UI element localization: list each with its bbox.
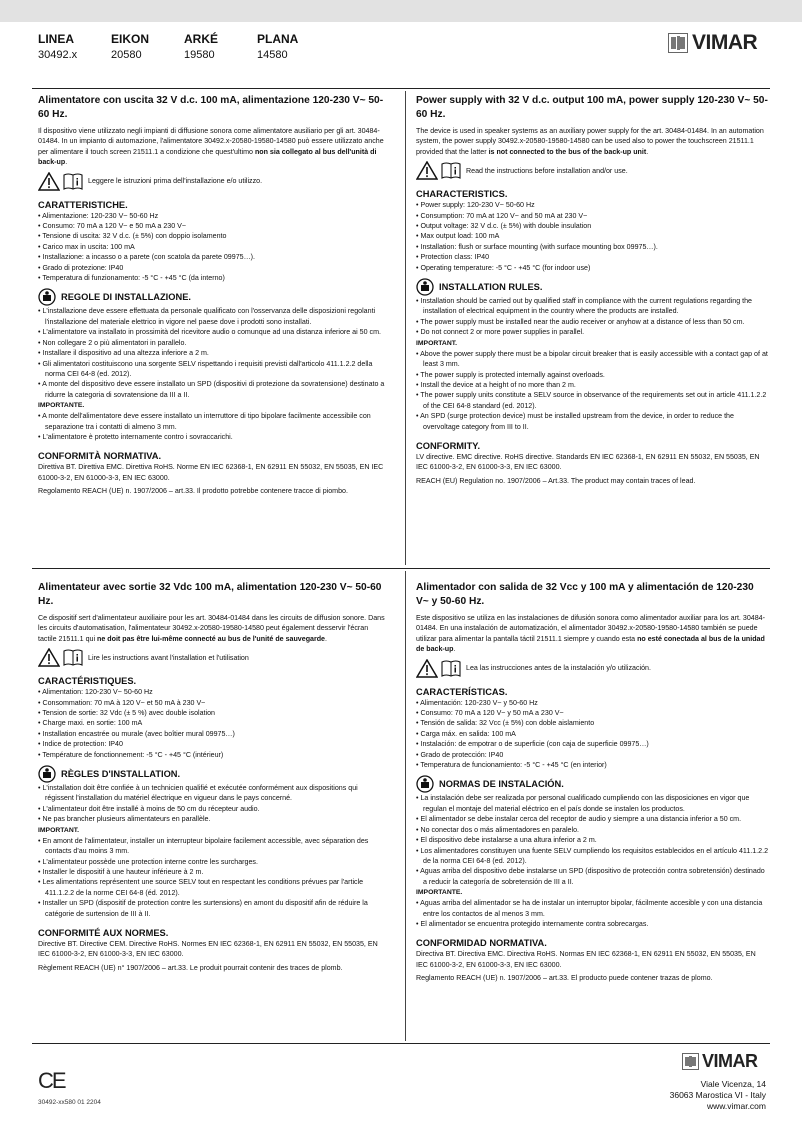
characteristics-heading: CHARACTERISTICS. — [416, 189, 508, 200]
list-item: • An SPD (surge protection device) must be installed upstream from the device, in order to reduce the overvoltage category from III to II. — [416, 411, 768, 432]
installer-icon — [38, 765, 56, 783]
instruction-book-icon — [441, 162, 461, 179]
instruction-book-icon — [63, 649, 83, 666]
list-item: • Consumo: 70 mA a 120 V~ y 50 mA a 230 V~ — [416, 708, 768, 718]
intro-body: Este dispositivo se utiliza en las instalaciones de difusión sonora como alimentador auxiliar para los art. 30484-01484. En una instalación de automatización, el alimentador 30492.x-20580-19580-14580 también se puede utilizar para alimentar la pantalla táctil 21511.1 siempre y cuando esta — [416, 614, 765, 643]
divider — [32, 568, 770, 569]
vimar-logo-text: VIMAR — [702, 1051, 758, 1071]
warning-triangle-icon — [416, 161, 438, 180]
rules-list — [416, 793, 768, 887]
model-line-label: ARKÉ — [184, 32, 219, 46]
list-item: • Tension de sortie: 32 Vdc (± 5 %) avec double isolation — [38, 708, 388, 718]
list-item: • Do not connect 2 or more power supplies in parallel. — [416, 327, 768, 337]
intro-bold: ne doit pas être lui-même connecté au bus de l'unité de sauvegarde — [97, 634, 326, 643]
list-item: • The power supply is protected internally against overloads. — [416, 370, 768, 380]
reach-text: Règlement REACH (UE) n° 1907/2006 – art.33. Le produit pourrait contenir des traces de plomb. — [38, 963, 343, 972]
model-code: 14580 — [257, 49, 288, 61]
warning-row — [416, 161, 768, 180]
rules-heading — [38, 288, 388, 306]
list-item: • El dispositivo debe instalarse a una altura inferior a 2 m. — [416, 835, 768, 845]
list-item: • El alimentador se debe instalar cerca del receptor de audio y siempre a una distancia inferior a 50 cm. — [416, 814, 768, 824]
section-french — [38, 581, 388, 1041]
rules-heading — [416, 775, 768, 793]
intro-body: Ce dispositif sert d'alimentateur auxiliaire pour les art. 30484-01484 dans les circuits de diffusion sonore. Dans les circuits d'automatisation, l'alimentateur 30492.x-20580-19580-14580 peut également desservir l'écran tactile 21511.1 qui — [38, 614, 385, 643]
vimar-logo-text: VIMAR — [692, 31, 758, 54]
list-item: • Aguas arriba del dispositivo debe instalarse un SPD (dispositivo de protección contra sobretensión) destinado a reducir la categoría de sobretensión de III a II. — [416, 866, 768, 887]
list-item: • L'alimentateur possède une protection interne contre les surcharges. — [38, 857, 388, 867]
intro-text — [416, 613, 768, 655]
section-title: Alimentateur avec sortie 32 Vdc 100 mA, alimentation 120-230 V~ 50-60 Hz. — [38, 582, 382, 607]
important-heading: IMPORTANTE. — [38, 402, 85, 410]
list-item: • Ne pas brancher plusieurs alimentateurs en parallèle. — [38, 814, 388, 824]
list-item: • Installation should be carried out by qualified staff in compliance with the current regulations regarding the installation of electrical equipment in the country where the products are installed. — [416, 296, 768, 317]
warning-row — [38, 648, 388, 667]
intro-text — [38, 126, 388, 168]
list-item: • Aguas arriba del alimentador se ha de instalar un interruptor bipolar, fácilmente accesible y con una distancia entre los contactos de al menos 3 mm. — [416, 898, 768, 919]
list-item: • The power supply units constitute a SELV source in observance of the requirements set out in article 411.1.2.2 of the CEI 64-8 standard (ed. 2012). — [416, 390, 768, 411]
list-item: • Charge maxi. en sortie: 100 mA — [38, 718, 388, 728]
list-item: • Install the device at a height of no more than 2 m. — [416, 380, 768, 390]
list-item: • Alimentación: 120-230 V~ y 50-60 Hz — [416, 698, 768, 708]
reach-text: Reglamento REACH (UE) n. 1907/2006 – art.33. El producto puede contener trazas de plomo. — [416, 974, 713, 983]
document-number: 30492-xx580 01 2204 — [38, 1099, 101, 1106]
vimar-logo — [668, 31, 757, 55]
list-item: • Instalación: de empotrar o de superficie (con caja de superficie 09975…) — [416, 739, 768, 749]
characteristics-heading: CARACTERÍSTICAS. — [416, 686, 508, 697]
rules-list — [38, 783, 388, 825]
important-list — [416, 898, 768, 929]
model-eikon — [111, 32, 184, 61]
list-item: • Consumption: 70 mA at 120 V~ and 50 mA at 230 V~ — [416, 211, 768, 221]
company-address — [670, 1079, 766, 1112]
section-english — [416, 94, 768, 564]
intro-bold: is not connected to the bus of the back-up unit — [488, 147, 647, 156]
characteristics-list — [416, 698, 768, 771]
list-item: • Installation: flush or surface mounting (with surface mounting box 09975…). — [416, 242, 768, 252]
intro-end: . — [646, 147, 649, 156]
conformity-text: Directive BT. Directive CEM. Directive RoHS. Normes EN IEC 62368-1, EN 62911 EN 55032, EN 55035, EN IEC 61000-3-2, EN 61000-3-3, EN IEC 63000. — [38, 939, 378, 959]
list-item: • Grado de protección: IP40 — [416, 750, 768, 760]
intro-text — [416, 126, 768, 157]
important-heading: IMPORTANT. — [38, 826, 80, 834]
intro-end: . — [325, 634, 327, 643]
list-item: • Los alimentadores constituyen una fuente SELV cumpliendo los requisitos establecidos en el artículo 411.1.2.2 de la norma CEI 64-8 (ed. 2012). — [416, 846, 768, 867]
conformity-heading: CONFORMIDAD NORMATIVA. — [416, 938, 547, 949]
address-line: 36063 Marostica VI - Italy — [669, 1090, 766, 1100]
list-item: • El alimentador se encuentra protegido internamente contra sobrecargas. — [416, 919, 768, 929]
list-item: • Grado di protezione: IP40 — [38, 263, 388, 273]
rules-list — [416, 296, 768, 338]
warning-text: Lea las instrucciones antes de la instalación y/o utilización. — [466, 664, 651, 673]
important-list — [416, 349, 768, 432]
conformity-text: Direttiva BT. Direttiva EMC. Direttiva RoHS. Norme EN IEC 62368-1, EN 62911 EN 55032, EN 55035, EN IEC 61000-3-2, EN 61000-3-3, EN IEC 63000. — [38, 463, 384, 482]
list-item: • L'alimentatore è protetto internamente contro i sovraccarichi. — [38, 432, 388, 442]
list-item: • Output voltage: 32 V d.c. (± 5%) with double insulation — [416, 221, 768, 231]
intro-bold: no esté conectada al bus de la unidad de back-up — [416, 634, 765, 654]
divider — [32, 88, 770, 89]
warning-triangle-icon — [38, 172, 60, 191]
important-list — [38, 836, 388, 919]
vimar-logo-icon — [682, 1053, 699, 1070]
model-plana — [257, 32, 330, 61]
ce-mark: CE — [38, 1068, 65, 1093]
list-item: • La instalación debe ser realizada por personal cualificado cumpliendo con las disposiciones en vigor que regulan el montaje del material eléctrico en el país donde se instalen los productos. — [416, 793, 768, 814]
warning-row — [416, 659, 768, 678]
warning-row — [38, 172, 388, 191]
warning-text: Read the instructions before installation and/or use. — [466, 166, 628, 175]
list-item: • Installer un SPD (dispositif de protection contre les surtensions) en amont du dispositif afin de réduire la catégorie de surtension de III à II. — [38, 898, 388, 919]
list-item: • Max output load: 100 mA — [416, 231, 768, 241]
warning-triangle-icon — [416, 659, 438, 678]
important-heading: IMPORTANT. — [416, 339, 458, 347]
list-item: • The power supply must be installed near the audio receiver or anyhow at a distance of less than 50 cm. — [416, 317, 768, 327]
address-line: Viale Vicenza, 14 — [700, 1079, 766, 1089]
important-list — [38, 411, 388, 442]
warning-text: Leggere le istruzioni prima dell'installazione e/o utilizzo. — [88, 177, 263, 186]
list-item: • L'alimentatore va installato in prossimità del ricevitore audio o comunque ad una distanza inferiore ai 50 cm. — [38, 327, 388, 337]
list-item: • Operating temperature: -5 °C - +45 °C (for indoor use) — [416, 263, 768, 273]
list-item: • Above the power supply there must be a bipolar circuit breaker that is easily accessible with a contact gap of at least 3 mm. — [416, 349, 768, 370]
rules-heading — [38, 765, 388, 783]
model-codes — [38, 32, 330, 61]
list-item: • Gli alimentatori costituiscono una sorgente SELV rispettando i requisiti previsti dall'articolo 411.1.2.2 della norma CEI 64-8 (ed. 2012). — [38, 359, 388, 380]
footer-vimar-logo — [682, 1051, 758, 1072]
section-title: Alimentatore con uscita 32 V d.c. 100 mA, alimentazione 120-230 V~ 50-60 Hz. — [38, 95, 384, 120]
rules-list — [38, 306, 388, 400]
list-item: • L'alimentateur doit être installé à moins de 50 cm du récepteur audio. — [38, 804, 388, 814]
intro-end: . — [65, 158, 68, 167]
model-arke — [184, 32, 257, 61]
rules-heading — [416, 278, 768, 296]
characteristics-list — [416, 200, 768, 273]
top-bar — [0, 0, 802, 22]
rules-title: RÈGLES D'INSTALLATION. — [61, 769, 181, 780]
rules-title: NORMAS DE INSTALACIÓN. — [439, 779, 564, 790]
section-spanish — [416, 581, 768, 1041]
model-line-label: PLANA — [257, 32, 299, 46]
model-code: 30492.x — [38, 49, 78, 61]
column-divider — [405, 91, 406, 565]
list-item: • L'installazione deve essere effettuata da personale qualificato con l'osservanza delle disposizioni regolanti l'installazione del materiale elettrico in vigore nel paese dove i prodotti sono installati. — [38, 306, 388, 327]
intro-body: Il dispositivo viene utilizzato negli impianti di diffusione sonora come alimentatore ausiliario per gli art. 30484-01484. In un impianto di automazione, l'alimentatore 30492.x-20580-19580-14580 può essere utilizzato anche per alimentare il touch screen 21511.1 a condizione che quest'ultimo — [38, 127, 384, 156]
important-heading: IMPORTANTE. — [416, 889, 463, 897]
column-divider — [405, 571, 406, 1041]
list-item: • Temperatura de funcionamiento: -5 °C - +45 °C (en interior) — [416, 760, 768, 770]
model-line-label: EIKON — [111, 32, 150, 46]
model-code: 20580 — [111, 49, 142, 61]
model-code: 19580 — [184, 49, 215, 61]
conformity-heading: CONFORMITÀ NORMATIVA. — [38, 451, 162, 462]
conformity-heading: CONFORMITÉ AUX NORMES. — [38, 927, 169, 938]
reach-text: REACH (EU) Regulation no. 1907/2006 – Art.33. The product may contain traces of lead. — [416, 476, 696, 485]
reach-text: Regolamento REACH (UE) n. 1907/2006 – art.33. Il prodotto potrebbe contenere tracce di piombo. — [38, 487, 348, 496]
section-title: Alimentador con salida de 32 Vcc y 100 mA y alimentación de 120-230 V~ y 50-60 Hz. — [416, 582, 754, 607]
vimar-logo-icon — [668, 33, 688, 53]
warning-text: Lire les instructions avant l'installation et l'utilisation — [88, 653, 249, 662]
conformity-heading: CONFORMITY. — [416, 440, 481, 451]
list-item: • A monte dell'alimentatore deve essere installato un interruttore di tipo bipolare facilmente accessibile con separazione tra i contatti di almeno 3 mm. — [38, 411, 388, 432]
intro-end: . — [453, 645, 456, 654]
model-line-label: LINEA — [38, 32, 74, 46]
conformity-text: LV directive. EMC directive. RoHS directive. Standards EN IEC 62368-1, EN 62911 EN 55032, EN 55035, EN IEC 61000-3-2, EN 61000-3-3, EN IEC 63000. — [416, 452, 760, 472]
list-item: • Tensione di uscita: 32 V d.c. (± 5%) con doppio isolamento — [38, 231, 388, 241]
list-item: • Indice de protection: IP40 — [38, 739, 388, 749]
section-title: Power supply with 32 V d.c. output 100 mA, power supply 120-230 V~ 50-60 Hz. — [416, 95, 768, 120]
list-item: • Carico max in uscita: 100 mA — [38, 242, 388, 252]
instruction-book-icon — [63, 173, 83, 190]
list-item: • Installare il dispositivo ad una altezza inferiore a 2 m. — [38, 348, 388, 358]
list-item: • Installazione: a incasso o a parete (con scatola da parete 09975…). — [38, 252, 388, 262]
website-link[interactable]: www.vimar.com — [706, 1101, 766, 1111]
rules-title: INSTALLATION RULES. — [439, 282, 543, 293]
list-item: • Consumo: 70 mA a 120 V~ e 50 mA a 230 V~ — [38, 221, 388, 231]
list-item: • A monte del dispositivo deve essere installato un SPD (dispositivi di protezione da sovratensione) destinato a ridurre la categoria di sovratensione da III a II. — [38, 379, 388, 400]
rules-title: REGOLE DI INSTALLAZIONE. — [61, 292, 191, 303]
list-item: • L'installation doit être confiée à un technicien qualifié et exécutée conformément aux dispositions qui régissent l'installation du matériel électrique en vigueur dans le pays concerné. — [38, 783, 388, 804]
list-item: • Température de fonctionnement: -5 °C - +45 °C (intérieur) — [38, 750, 388, 760]
list-item: • Tensión de salida: 32 Vcc (± 5%) con doble aislamiento — [416, 718, 768, 728]
divider — [32, 1043, 770, 1044]
list-item: • Alimentation: 120-230 V~ 50-60 Hz — [38, 687, 388, 697]
intro-bold: non sia collegato al bus dell'unità di back-up — [38, 147, 377, 167]
model-linea — [38, 32, 111, 61]
list-item: • Consommation: 70 mA à 120 V~ et 50 mA à 230 V~ — [38, 698, 388, 708]
characteristics-list — [38, 211, 388, 284]
list-item: • Installation encastrée ou murale (avec boîtier mural 09975…) — [38, 729, 388, 739]
characteristics-list — [38, 687, 388, 760]
list-item: • Carga máx. en salida: 100 mA — [416, 729, 768, 739]
list-item: • No conectar dos o más alimentadores en paralelo. — [416, 825, 768, 835]
characteristics-heading: CARACTÉRISTIQUES. — [38, 676, 137, 687]
section-italian — [38, 94, 388, 564]
conformity-text: Directiva BT. Directiva EMC. Directiva RoHS. Normas EN IEC 62368-1, EN 62911 EN 55032, EN 55035, EN IEC 61000-3-2, EN 61000-3-3, EN IEC 63000. — [416, 950, 756, 969]
characteristics-heading: CARATTERISTICHE. — [38, 199, 128, 210]
list-item: • Temperatura di funzionamento: -5 °C - +45 °C (da interno) — [38, 273, 388, 283]
installer-icon — [38, 288, 56, 306]
instruction-book-icon — [441, 660, 461, 677]
list-item: • En amont de l'alimentateur, installer un interrupteur bipolaire facilement accessible, avec séparation des contacts d'au moins 3 mm. — [38, 836, 388, 857]
installer-icon — [416, 278, 434, 296]
warning-triangle-icon — [38, 648, 60, 667]
list-item: • Alimentazione: 120-230 V~ 50-60 Hz — [38, 211, 388, 221]
list-item: • Power supply: 120-230 V~ 50-60 Hz — [416, 200, 768, 210]
list-item: • Non collegare 2 o più alimentatori in parallelo. — [38, 338, 388, 348]
list-item: • Installer le dispositif à une hauteur inférieure à 2 m. — [38, 867, 388, 877]
installer-icon — [416, 775, 434, 793]
list-item: • Les alimentations représentent une source SELV tout en respectant les conditions prévues par l'article 411.1.2.2 de la norme CEI 64-8 (éd. 2012). — [38, 877, 388, 898]
intro-body: The device is used in speaker systems as an auxiliary power supply for the art. 30484-01484. In an automation system, the power supply 30492.x-20580-19580-14580 can be used also to power the touchscreen 21511.1 provided that the latter — [416, 127, 764, 156]
list-item: • Protection class: IP40 — [416, 252, 768, 262]
intro-text — [38, 613, 388, 644]
